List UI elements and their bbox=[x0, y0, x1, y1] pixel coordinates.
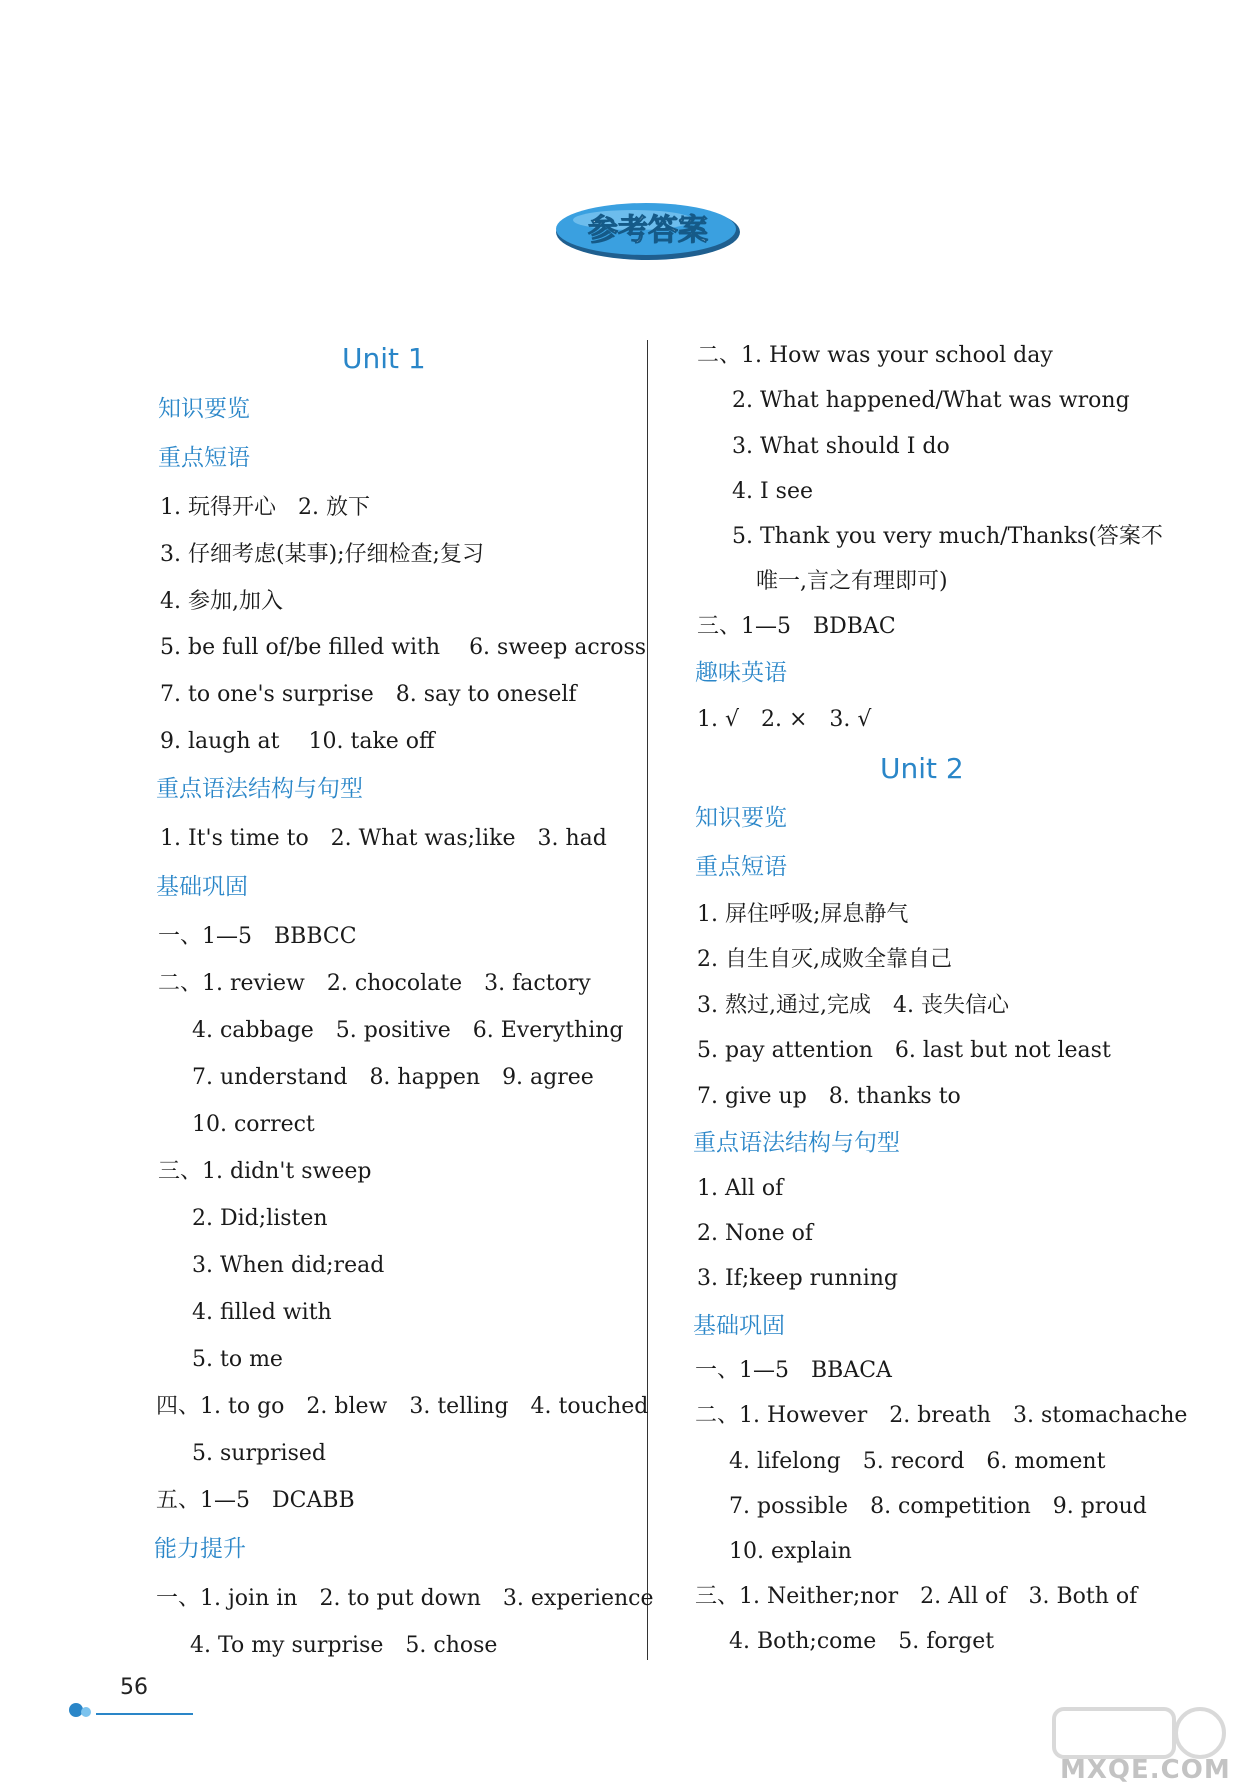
answer-line: 5. Thank you very much/Thanks(答案不 bbox=[732, 524, 1163, 549]
page-title bbox=[553, 198, 743, 262]
answer-line: 三、1. Neither;nor 2. All of 3. Both of bbox=[695, 1584, 1138, 1609]
section-fun-english: 趣味英语 bbox=[695, 660, 787, 686]
section-ability-improvement: 能力提升 bbox=[154, 1536, 246, 1562]
section-key-phrases: 重点短语 bbox=[158, 445, 250, 471]
answer-line: 10. correct bbox=[192, 1112, 315, 1137]
section-knowledge-overview: 知识要览 bbox=[158, 396, 250, 422]
answer-line: 7. give up 8. thanks to bbox=[697, 1084, 961, 1109]
answer-line: 5. to me bbox=[192, 1347, 283, 1372]
answer-line: 1. 屏住呼吸;屏息静气 bbox=[697, 902, 909, 927]
answer-line: 一、1—5 BBACA bbox=[695, 1358, 892, 1383]
answer-line: 1. It's time to 2. What was;like 3. had bbox=[160, 826, 607, 851]
section-grammar-structures: 重点语法结构与句型 bbox=[156, 776, 363, 802]
answer-line: 2. What happened/What was wrong bbox=[732, 388, 1130, 413]
answer-line: 1. √ 2. × 3. √ bbox=[697, 707, 872, 732]
section-knowledge-overview: 知识要览 bbox=[695, 805, 787, 831]
answer-line: 二、1. review 2. chocolate 3. factory bbox=[158, 971, 591, 996]
unit-2-title: Unit 2 bbox=[880, 752, 964, 785]
page-title-text: 参考答案 bbox=[588, 213, 708, 248]
answer-line: 四、1. to go 2. blew 3. telling 4. touched bbox=[156, 1394, 649, 1419]
answer-line: 2. None of bbox=[697, 1221, 814, 1246]
section-grammar-structures: 重点语法结构与句型 bbox=[693, 1130, 900, 1156]
answer-line: 4. cabbage 5. positive 6. Everything bbox=[192, 1018, 624, 1043]
unit-1-title: Unit 1 bbox=[342, 342, 426, 375]
section-basic-consolidation: 基础巩固 bbox=[693, 1313, 785, 1339]
answer-line: 2. Did;listen bbox=[192, 1206, 328, 1231]
answer-line: 4. lifelong 5. record 6. moment bbox=[729, 1449, 1106, 1474]
answer-line: 4. To my surprise 5. chose bbox=[190, 1633, 498, 1658]
answer-line: 4. filled with bbox=[192, 1300, 332, 1325]
answer-line: 3. When did;read bbox=[192, 1253, 385, 1278]
answer-line: 5. surprised bbox=[192, 1441, 326, 1466]
answer-line: 二、1. However 2. breath 3. stomachache bbox=[695, 1403, 1188, 1428]
answer-line: 4. I see bbox=[732, 479, 813, 504]
answer-line: 3. 熬过,通过,完成 4. 丧失信心 bbox=[697, 993, 1009, 1018]
answer-line: 1. All of bbox=[697, 1176, 784, 1201]
answer-line: 五、1—5 DCABB bbox=[156, 1488, 355, 1513]
answer-line: 7. to one's surprise 8. say to oneself bbox=[160, 682, 577, 707]
answer-line: 10. explain bbox=[729, 1539, 852, 1564]
answer-line: 4. Both;come 5. forget bbox=[729, 1629, 995, 1654]
answer-line: 3. If;keep running bbox=[697, 1266, 898, 1291]
answer-line: 2. 自生自灭,成败全靠自己 bbox=[697, 947, 952, 972]
answer-line: 三、1—5 BDBAC bbox=[697, 614, 896, 639]
answer-line: 二、1. How was your school day bbox=[697, 343, 1053, 368]
answer-line: 一、1—5 BBBCC bbox=[158, 924, 357, 949]
answer-line: 4. 参加,加入 bbox=[160, 589, 283, 614]
answer-line: 3. What should I do bbox=[732, 434, 950, 459]
answer-line: 三、1. didn't sweep bbox=[158, 1159, 372, 1184]
section-key-phrases: 重点短语 bbox=[695, 854, 787, 880]
answer-line: 一、1. join in 2. to put down 3. experience bbox=[156, 1586, 654, 1611]
page-number: 56 bbox=[120, 1675, 148, 1700]
answer-line: 3. 仔细考虑(某事);仔细检查;复习 bbox=[160, 542, 484, 567]
answer-line: 7. possible 8. competition 9. proud bbox=[729, 1494, 1147, 1519]
answer-line: 唯一,言之有理即可) bbox=[756, 569, 948, 594]
answer-line: 1. 玩得开心 2. 放下 bbox=[160, 495, 370, 520]
answer-line: 9. laugh at 10. take off bbox=[160, 729, 435, 754]
answer-line: 5. be full of/be filled with 6. sweep across bbox=[160, 635, 647, 660]
answer-line: 7. understand 8. happen 9. agree bbox=[192, 1065, 594, 1090]
column-divider bbox=[647, 340, 648, 1660]
watermark-text: MXQE.COM bbox=[1060, 1755, 1231, 1785]
section-basic-consolidation: 基础巩固 bbox=[156, 874, 248, 900]
answer-line: 5. pay attention 6. last but not least bbox=[697, 1038, 1111, 1063]
page-number-decoration bbox=[68, 1700, 198, 1724]
